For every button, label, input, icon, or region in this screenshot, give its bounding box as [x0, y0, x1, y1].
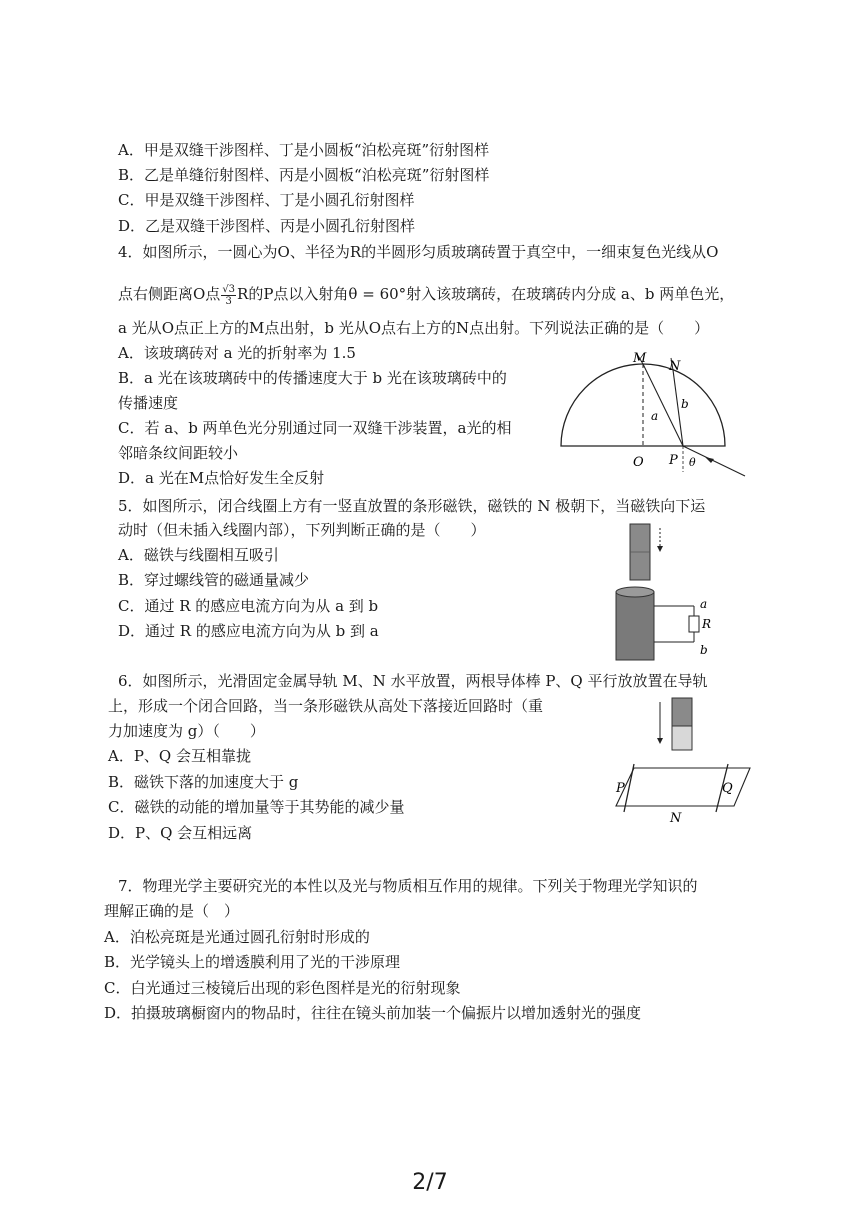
label-P: P — [669, 453, 678, 468]
q4-fraction-numerator: √3 — [222, 283, 236, 295]
q3-option-a: A．甲是双缝干涉图样、丁是小圆板“泊松亮斑”衍射图样 — [118, 141, 490, 159]
label-Q: Q — [722, 781, 733, 796]
q4-option-b-line2: 传播速度 — [118, 394, 179, 412]
label-N: N — [670, 811, 682, 826]
q6-option-c: C．磁铁的动能的增加量等于其势能的减少量 — [108, 798, 405, 816]
q6-rails-figure — [612, 694, 757, 826]
q5-option-a: A．磁铁与线圈相互吸引 — [118, 546, 279, 564]
ray-a — [643, 364, 683, 446]
q6-option-a: A．P、Q 会互相靠拢 — [108, 747, 251, 765]
q5-stem-line1: 5．如图所示，闭合线圈上方有一竖直放置的条形磁铁，磁铁的 N 极朝下，当磁铁向下运 — [118, 497, 706, 515]
q4-option-a: A．该玻璃砖对 a 光的折射率为 1.5 — [118, 344, 356, 362]
q4-option-d: D．a 光在M点恰好发生全反射 — [118, 469, 325, 487]
q7-stem-line1: 7．物理光学主要研究光的本性以及光与物质相互作用的规律。下列关于物理光学知识的 — [118, 877, 698, 895]
q4-option-c-line1: C．若 a、b 两单色光分别通过同一双缝干涉装置，a光的相 — [118, 419, 512, 437]
label-theta: θ — [689, 456, 696, 469]
q5-option-c: C．通过 R 的感应电流方向为从 a 到 b — [118, 597, 379, 615]
q6-option-d: D．P、Q 会互相远离 — [108, 824, 253, 842]
q4-stem-line3: a 光从O点正上方的M点出射，b 光从O点右上方的N点出射。下列说法正确的是（ ） — [118, 319, 710, 337]
q5-magnet-coil-figure — [610, 520, 720, 665]
label-b: b — [681, 397, 689, 411]
q7-option-c: C．白光通过三棱镜后出现的彩色图样是光的衍射现象 — [104, 979, 461, 997]
q6-stem-line2: 上，形成一个闭合回路，当一条形磁铁从高处下落接近回路时（重 — [108, 697, 544, 715]
motion-arrow-head — [657, 546, 663, 552]
q4-stem-line2 — [118, 281, 734, 307]
q7-option-a: A．泊松亮斑是光通过圆孔衍射时形成的 — [104, 928, 370, 946]
q3-option-c: C．甲是双缝干涉图样、丁是小圆孔衍射图样 — [118, 191, 415, 209]
coil-top — [616, 587, 654, 597]
q3-option-d: D．乙是双缝干涉图样、丙是小圆孔衍射图样 — [118, 217, 416, 235]
incident-arrow — [705, 457, 714, 463]
label-R: R — [702, 617, 712, 631]
coil — [616, 592, 654, 660]
label-M: M — [633, 351, 647, 366]
q7-option-b: B．光学镜头上的增透膜利用了光的干涉原理 — [104, 953, 401, 971]
label-P: P — [616, 781, 625, 796]
q6-stem-line1: 6．如图所示，光滑固定金属导轨 M、N 水平放置，两根导体棒 P、Q 平行放放置在导轨 — [118, 672, 708, 690]
magnet-lower-half — [672, 726, 692, 750]
q7-option-d: D．拍摄玻璃橱窗内的物品时，往往在镜头前加装一个偏振片以增加透射光的强度 — [104, 1004, 642, 1022]
q6-option-b: B．磁铁下落的加速度大于 g — [108, 773, 299, 791]
resistor-R — [689, 616, 699, 632]
q5-option-b: B．穿过螺线管的磁通量减少 — [118, 571, 310, 589]
label-b: b — [700, 643, 708, 657]
q6-stem-line3: 力加速度为 g）（ ） — [108, 722, 265, 740]
q4-fraction — [221, 284, 236, 307]
rod-P — [624, 764, 634, 812]
q4-stem-line1: 4．如图所示，一圆心为O、半径为R的半圆形匀质玻璃砖置于真空中，一细束复色光线从O — [118, 243, 719, 261]
q4-stem-line2-post: R的P点以入射角θ = 60°射入该玻璃砖，在玻璃砖内分成 a、b 两单色光， — [237, 285, 735, 303]
label-O: O — [633, 455, 644, 470]
q4-option-b-line1: B．a 光在该玻璃砖中的传播速度大于 b 光在该玻璃砖中的 — [118, 369, 507, 387]
q4-option-c-line2: 邻暗条纹间距较小 — [118, 444, 239, 462]
q4-semicircle-figure — [555, 350, 795, 480]
fall-arrow-head — [657, 738, 663, 744]
q5-option-d: D．通过 R 的感应电流方向为从 b 到 a — [118, 622, 379, 640]
page-number: 2/7 — [412, 1170, 448, 1195]
q7-stem-line2: 理解正确的是（ ） — [104, 902, 240, 920]
label-a: a — [651, 409, 659, 423]
q5-stem-line2: 动时（但未插入线圈内部），下列判断正确的是（ ） — [118, 521, 486, 539]
q4-stem-line2-pre: 点右侧距离O点 — [118, 285, 221, 303]
semicircle-outline — [561, 364, 725, 446]
label-N: N — [669, 359, 681, 374]
q4-fraction-denominator: 3 — [225, 295, 232, 307]
label-a: a — [700, 597, 708, 611]
q3-option-b: B．乙是单缝衍射图样、丙是小圆板“泊松亮斑”衍射图样 — [118, 166, 490, 184]
